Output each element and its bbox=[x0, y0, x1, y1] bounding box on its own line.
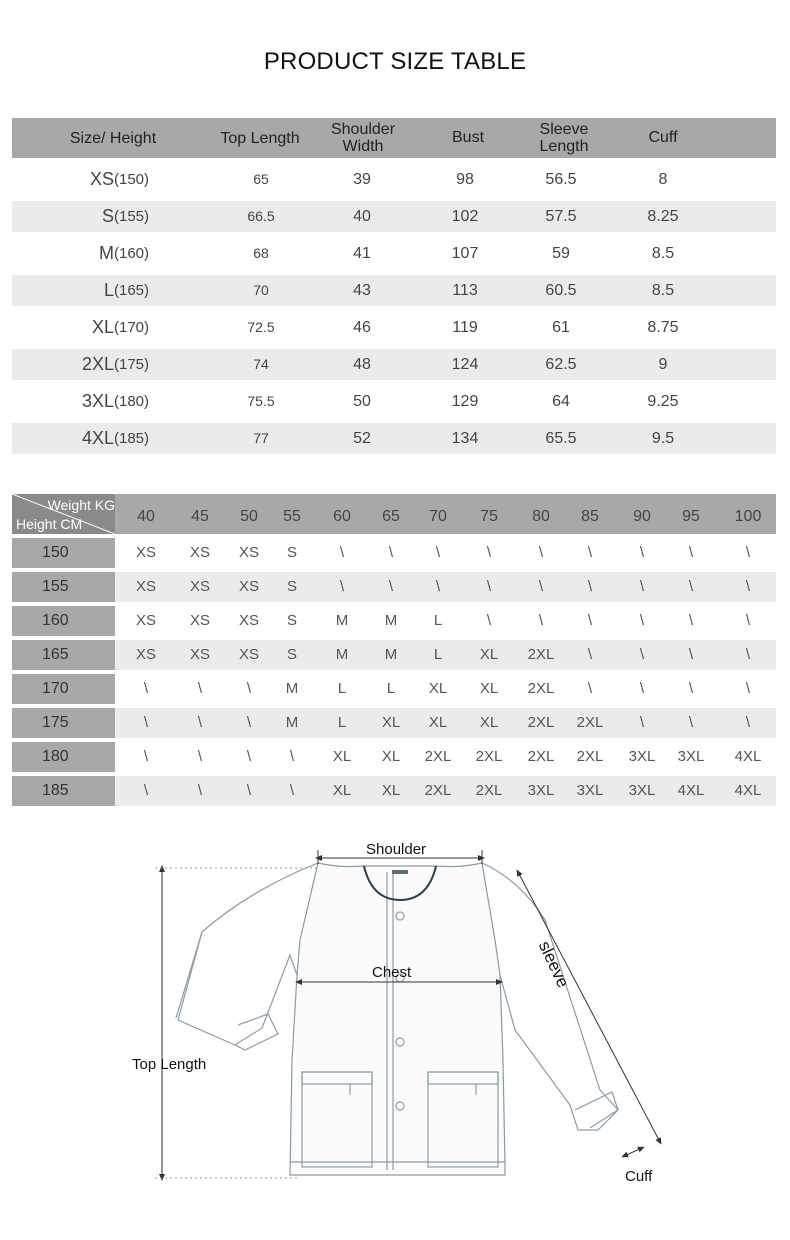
recommended-size-cell: S bbox=[286, 612, 298, 629]
recommended-size-cell: \ bbox=[639, 646, 645, 663]
recommended-size-cell: \ bbox=[639, 680, 645, 697]
table-corner-cell bbox=[12, 494, 115, 534]
recommended-size-cell: M bbox=[335, 646, 349, 663]
recommended-size-cell: \ bbox=[538, 544, 544, 561]
cell-shoulder: 52 bbox=[353, 430, 371, 447]
size-table bbox=[12, 118, 776, 454]
recommended-size-cell: 2XL bbox=[475, 748, 503, 765]
recommended-size-cell: \ bbox=[486, 612, 492, 629]
recommended-size-cell: XL bbox=[381, 714, 401, 731]
recommended-size-cell: \ bbox=[745, 612, 751, 629]
recommended-size-cell: \ bbox=[197, 748, 203, 765]
recommended-size-cell: XS bbox=[238, 612, 260, 629]
height-cell: 180 bbox=[12, 742, 115, 772]
cell-sleeve: 61 bbox=[552, 319, 570, 336]
weight-height-table bbox=[12, 494, 776, 806]
recommended-size-cell: XS bbox=[135, 646, 157, 663]
cell-size: M bbox=[99, 243, 114, 263]
recommended-size-cell: \ bbox=[289, 782, 295, 799]
weight-header-cell: 50 bbox=[240, 508, 258, 525]
cell-sleeve: 64 bbox=[552, 393, 570, 410]
recommended-size-cell: \ bbox=[688, 714, 694, 731]
recommended-size-cell: \ bbox=[688, 544, 694, 561]
cell-top-length: 70 bbox=[253, 282, 269, 298]
recommended-size-cell: \ bbox=[246, 714, 252, 731]
recommended-size-cell: 4XL bbox=[734, 748, 762, 765]
cell-cuff: 9.5 bbox=[651, 430, 675, 447]
weight-height-body bbox=[12, 538, 776, 806]
recommended-size-cell: 2XL bbox=[527, 646, 555, 663]
recommended-size-cell: S bbox=[286, 578, 298, 595]
size-row bbox=[12, 275, 776, 306]
cell-top-length: 75.5 bbox=[247, 393, 275, 409]
recommended-size-cell: 2XL bbox=[576, 748, 604, 765]
weight-header-cell: 60 bbox=[333, 508, 351, 525]
size-table-header bbox=[12, 118, 776, 158]
weight-header-row bbox=[12, 494, 776, 534]
recommended-size-cell: 2XL bbox=[424, 782, 452, 799]
recommended-size-cell: \ bbox=[587, 680, 593, 697]
size-row bbox=[12, 201, 776, 232]
cell-size: XL bbox=[91, 317, 114, 337]
cell-top-length: 68 bbox=[253, 245, 269, 261]
weight-header-cell: 85 bbox=[581, 508, 599, 525]
size-row bbox=[12, 164, 776, 195]
cell-cuff: 8.25 bbox=[647, 208, 679, 225]
cell-top-length: 66.5 bbox=[247, 208, 275, 224]
recommended-size-cell: \ bbox=[246, 748, 252, 765]
label-shoulder: Shoulder bbox=[366, 841, 427, 858]
recommended-size-cell: \ bbox=[538, 578, 544, 595]
recommended-size-cell: \ bbox=[143, 782, 149, 799]
recommended-size-cell: XS bbox=[135, 612, 157, 629]
cell-height: (180) bbox=[114, 393, 150, 410]
weight-header-cell: 65 bbox=[382, 508, 400, 525]
recommended-size-cell: M bbox=[285, 714, 299, 731]
weight-height-row bbox=[12, 776, 776, 806]
recommended-size-cell: \ bbox=[587, 578, 593, 595]
recommended-size-cell: \ bbox=[143, 748, 149, 765]
cell-bust: 102 bbox=[451, 208, 479, 225]
header-shoulder-width-text: Shoulder Width bbox=[330, 121, 396, 155]
cell-shoulder: 43 bbox=[353, 282, 371, 299]
weight-height-row bbox=[12, 708, 776, 738]
cell-shoulder: 40 bbox=[353, 208, 371, 225]
cell-sleeve: 60.5 bbox=[545, 282, 577, 299]
weight-height-row bbox=[12, 606, 776, 636]
recommended-size-cell: 4XL bbox=[677, 782, 705, 799]
height-cell: 160 bbox=[12, 606, 115, 636]
header-sleeve-length bbox=[540, 118, 589, 158]
cell-sleeve: 57.5 bbox=[545, 208, 577, 225]
recommended-size-cell: 2XL bbox=[527, 680, 555, 697]
cell-height: (160) bbox=[114, 245, 150, 262]
weight-header-cell: 55 bbox=[283, 508, 301, 525]
recommended-size-cell: L bbox=[337, 714, 347, 731]
weight-header-cell: 75 bbox=[480, 508, 498, 525]
recommended-size-cell: L bbox=[386, 680, 396, 697]
recommended-size-cell: XL bbox=[332, 748, 352, 765]
cell-shoulder: 46 bbox=[353, 319, 371, 336]
cell-bust: 113 bbox=[452, 282, 478, 299]
corner-weight-label: Weight KG bbox=[47, 497, 115, 513]
recommended-size-cell: \ bbox=[388, 544, 394, 561]
weight-header-cell: 45 bbox=[191, 508, 209, 525]
cell-bust: 107 bbox=[451, 245, 479, 262]
weight-height-row bbox=[12, 640, 776, 670]
weight-header-cell: 100 bbox=[734, 508, 762, 525]
recommended-size-cell: XL bbox=[332, 782, 352, 799]
recommended-size-cell: \ bbox=[745, 714, 751, 731]
recommended-size-cell: 2XL bbox=[475, 782, 503, 799]
recommended-size-cell: \ bbox=[745, 680, 751, 697]
cell-bust: 98 bbox=[456, 171, 474, 188]
header-top-length: Top Length bbox=[220, 129, 300, 147]
recommended-size-cell: \ bbox=[435, 544, 441, 561]
recommended-size-cell: \ bbox=[197, 782, 203, 799]
recommended-size-cell: XS bbox=[189, 578, 211, 595]
cell-bust: 119 bbox=[452, 319, 478, 336]
height-cell: 175 bbox=[12, 708, 115, 738]
recommended-size-cell: M bbox=[335, 612, 349, 629]
height-cell: 155 bbox=[12, 572, 115, 602]
recommended-size-cell: XS bbox=[189, 612, 211, 629]
recommended-size-cell: \ bbox=[538, 612, 544, 629]
recommended-size-cell: L bbox=[433, 646, 443, 663]
recommended-size-cell: \ bbox=[197, 680, 203, 697]
cell-size: L bbox=[103, 280, 114, 300]
recommended-size-cell: 3XL bbox=[677, 748, 705, 765]
recommended-size-cell: \ bbox=[246, 782, 252, 799]
recommended-size-cell: 3XL bbox=[527, 782, 555, 799]
recommended-size-cell: XL bbox=[428, 714, 448, 731]
corner-height-label: Height CM bbox=[16, 516, 83, 532]
cell-top-length: 74 bbox=[253, 356, 269, 372]
recommended-size-cell: \ bbox=[639, 612, 645, 629]
measurement-diagram bbox=[0, 820, 790, 1220]
cell-shoulder: 50 bbox=[353, 393, 371, 410]
recommended-size-cell: XL bbox=[479, 646, 499, 663]
cell-cuff: 8.5 bbox=[651, 245, 675, 262]
recommended-size-cell: L bbox=[433, 612, 443, 629]
recommended-size-cell: XS bbox=[189, 646, 211, 663]
recommended-size-cell: \ bbox=[486, 578, 492, 595]
cell-height: (165) bbox=[114, 282, 150, 299]
cell-sleeve: 56.5 bbox=[545, 171, 577, 188]
recommended-size-cell: XS bbox=[238, 646, 260, 663]
height-cell: 185 bbox=[12, 776, 115, 806]
weight-height-row bbox=[12, 538, 776, 568]
weight-header-cell: 90 bbox=[633, 508, 651, 525]
height-cell: 165 bbox=[12, 640, 115, 670]
cell-sleeve: 65.5 bbox=[545, 430, 577, 447]
recommended-size-cell: \ bbox=[587, 544, 593, 561]
recommended-size-cell: XL bbox=[479, 714, 499, 731]
recommended-size-cell: XS bbox=[189, 544, 211, 561]
cell-bust: 129 bbox=[451, 393, 479, 410]
cell-size: S bbox=[101, 206, 114, 226]
recommended-size-cell: 2XL bbox=[527, 714, 555, 731]
recommended-size-cell: \ bbox=[688, 646, 694, 663]
recommended-size-cell: M bbox=[384, 646, 398, 663]
recommended-size-cell: XL bbox=[381, 748, 401, 765]
recommended-size-cell: M bbox=[285, 680, 299, 697]
header-sleeve-length-text: Sleeve Length bbox=[539, 121, 589, 155]
recommended-size-cell: \ bbox=[486, 544, 492, 561]
weight-header-cell: 70 bbox=[429, 508, 447, 525]
cell-top-length: 65 bbox=[253, 171, 269, 187]
recommended-size-cell: \ bbox=[289, 748, 295, 765]
size-row bbox=[12, 312, 776, 343]
recommended-size-cell: \ bbox=[435, 578, 441, 595]
recommended-size-cell: 2XL bbox=[576, 714, 604, 731]
cell-sleeve: 59 bbox=[552, 245, 570, 262]
cell-height: (175) bbox=[114, 356, 150, 373]
recommended-size-cell: S bbox=[286, 544, 298, 561]
recommended-size-cell: \ bbox=[339, 544, 345, 561]
size-row bbox=[12, 349, 776, 380]
recommended-size-cell: XL bbox=[381, 782, 401, 799]
label-top-length: Top Length bbox=[132, 1056, 207, 1073]
cell-cuff: 9 bbox=[658, 356, 668, 373]
recommended-size-cell: 3XL bbox=[576, 782, 604, 799]
recommended-size-cell: XS bbox=[238, 544, 260, 561]
recommended-size-cell: XL bbox=[428, 680, 448, 697]
label-sleeve: sleeve bbox=[534, 938, 573, 991]
size-row bbox=[12, 386, 776, 417]
recommended-size-cell: \ bbox=[339, 578, 345, 595]
weight-height-row bbox=[12, 674, 776, 704]
cell-shoulder: 48 bbox=[353, 356, 371, 373]
recommended-size-cell: \ bbox=[639, 544, 645, 561]
cell-shoulder: 39 bbox=[353, 171, 371, 188]
recommended-size-cell: \ bbox=[688, 612, 694, 629]
size-row bbox=[12, 423, 776, 454]
recommended-size-cell: \ bbox=[688, 680, 694, 697]
recommended-size-cell: XS bbox=[238, 578, 260, 595]
recommended-size-cell: 4XL bbox=[734, 782, 762, 799]
header-bust: Bust bbox=[451, 129, 485, 146]
recommended-size-cell: \ bbox=[639, 714, 645, 731]
cell-bust: 124 bbox=[451, 356, 479, 373]
weight-header-cell: 95 bbox=[682, 508, 700, 525]
recommended-size-cell: M bbox=[384, 612, 398, 629]
label-chest: Chest bbox=[372, 964, 412, 981]
cell-cuff: 9.25 bbox=[647, 393, 679, 410]
cell-bust: 134 bbox=[451, 430, 479, 447]
recommended-size-cell: XL bbox=[479, 680, 499, 697]
recommended-size-cell: \ bbox=[587, 612, 593, 629]
cell-cuff: 8.75 bbox=[647, 319, 679, 336]
recommended-size-cell: 2XL bbox=[527, 748, 555, 765]
recommended-size-cell: \ bbox=[745, 578, 751, 595]
cell-height: (150) bbox=[114, 171, 150, 188]
label-cuff: Cuff bbox=[625, 1168, 653, 1185]
recommended-size-cell: \ bbox=[745, 646, 751, 663]
cell-size: XS bbox=[89, 169, 114, 189]
recommended-size-cell: 3XL bbox=[628, 748, 656, 765]
height-cell: 150 bbox=[12, 538, 115, 568]
cell-size: 4XL bbox=[81, 428, 114, 448]
cell-size: 2XL bbox=[81, 354, 114, 374]
weight-header-cell: 40 bbox=[137, 508, 155, 525]
recommended-size-cell: S bbox=[286, 646, 298, 663]
cell-top-length: 77 bbox=[253, 430, 269, 446]
jacket-illustration bbox=[0, 820, 790, 1220]
size-row bbox=[12, 238, 776, 269]
recommended-size-cell: L bbox=[337, 680, 347, 697]
cell-sleeve: 62.5 bbox=[545, 356, 577, 373]
cell-top-length: 72.5 bbox=[247, 319, 275, 335]
header-shoulder-width bbox=[331, 118, 395, 158]
recommended-size-cell: 2XL bbox=[424, 748, 452, 765]
height-cell: 170 bbox=[12, 674, 115, 704]
cell-size: 3XL bbox=[81, 391, 114, 411]
cell-shoulder: 41 bbox=[353, 245, 371, 262]
recommended-size-cell: XS bbox=[135, 544, 157, 561]
recommended-size-cell: \ bbox=[688, 578, 694, 595]
header-size-height: Size/ Height bbox=[69, 129, 157, 147]
recommended-size-cell: \ bbox=[639, 578, 645, 595]
recommended-size-cell: \ bbox=[143, 680, 149, 697]
page-title: PRODUCT SIZE TABLE bbox=[263, 48, 527, 75]
recommended-size-cell: \ bbox=[388, 578, 394, 595]
cell-height: (155) bbox=[114, 208, 150, 225]
recommended-size-cell: \ bbox=[745, 544, 751, 561]
weight-height-row bbox=[12, 572, 776, 602]
cell-cuff: 8 bbox=[658, 171, 668, 188]
header-cuff: Cuff bbox=[648, 129, 678, 146]
cell-height: (170) bbox=[114, 319, 150, 336]
recommended-size-cell: \ bbox=[143, 714, 149, 731]
recommended-size-cell: \ bbox=[587, 646, 593, 663]
cell-height: (185) bbox=[114, 430, 150, 447]
cell-cuff: 8.5 bbox=[651, 282, 675, 299]
recommended-size-cell: 3XL bbox=[628, 782, 656, 799]
recommended-size-cell: \ bbox=[246, 680, 252, 697]
weight-height-row bbox=[12, 742, 776, 772]
recommended-size-cell: XS bbox=[135, 578, 157, 595]
size-table-body bbox=[12, 164, 776, 454]
recommended-size-cell: \ bbox=[197, 714, 203, 731]
weight-header-cell: 80 bbox=[532, 508, 550, 525]
